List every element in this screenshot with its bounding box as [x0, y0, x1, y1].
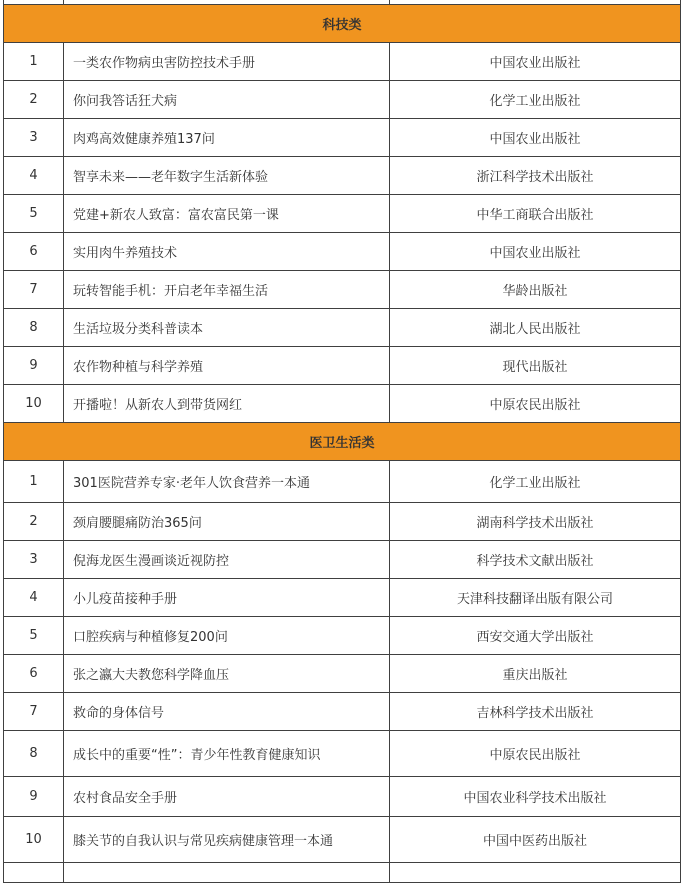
- table-row: [4, 817, 681, 863]
- table-row: [4, 655, 681, 693]
- section-header-medical: [4, 423, 681, 461]
- book-title: 张之瀛大夫教您科学降血压: [64, 655, 390, 693]
- table-row: [4, 43, 681, 81]
- row-number: 10: [4, 817, 64, 863]
- book-title: 成长中的重要“性”：青少年性教育健康知识: [64, 731, 390, 777]
- publisher: 科学技术文献出版社: [390, 541, 681, 579]
- table-row: [4, 309, 681, 347]
- table-row: [4, 617, 681, 655]
- book-title: 你问我答话狂犬病: [64, 81, 390, 119]
- publisher: 中国农业出版社: [390, 43, 681, 81]
- table-row: [4, 385, 681, 423]
- publisher: 湖北人民出版社: [390, 309, 681, 347]
- book-title: 开播啦！从新农人到带货网红: [64, 385, 390, 423]
- table-row: [4, 731, 681, 777]
- book-title: 农村食品安全手册: [64, 777, 390, 817]
- section-header-tech: [4, 5, 681, 43]
- publisher: 中原农民出版社: [390, 731, 681, 777]
- table-row: [4, 503, 681, 541]
- publisher: 浙江科学技术出版社: [390, 157, 681, 195]
- book-title: 肉鸡高效健康养殖137问: [64, 119, 390, 157]
- row-number: 9: [4, 347, 64, 385]
- row-number: 6: [4, 233, 64, 271]
- row-number: 7: [4, 693, 64, 731]
- row-number: 1: [4, 43, 64, 81]
- publisher: 中国农业出版社: [390, 233, 681, 271]
- row-number: 4: [4, 157, 64, 195]
- table-row: [4, 119, 681, 157]
- publisher: 中华工商联合出版社: [390, 195, 681, 233]
- table-row: [4, 195, 681, 233]
- book-title: 颈肩腰腿痛防治365问: [64, 503, 390, 541]
- table-bottom-partial-row: [4, 863, 681, 883]
- book-title: 玩转智能手机：开启老年幸福生活: [64, 271, 390, 309]
- publisher: 天津科技翻译出版有限公司: [390, 579, 681, 617]
- book-title: 农作物种植与科学养殖: [64, 347, 390, 385]
- row-number: 4: [4, 579, 64, 617]
- book-title: 生活垃圾分类科普读本: [64, 309, 390, 347]
- publisher: 中国中医药出版社: [390, 817, 681, 863]
- publisher: 华龄出版社: [390, 271, 681, 309]
- book-title: 小儿疫苗接种手册: [64, 579, 390, 617]
- row-number: 10: [4, 385, 64, 423]
- table-row: [4, 693, 681, 731]
- publisher: 化学工业出版社: [390, 461, 681, 503]
- row-number: 8: [4, 731, 64, 777]
- row-number: 1: [4, 461, 64, 503]
- table-row: [4, 347, 681, 385]
- row-number: 9: [4, 777, 64, 817]
- book-title: 实用肉牛养殖技术: [64, 233, 390, 271]
- publisher: 现代出版社: [390, 347, 681, 385]
- book-title: 膝关节的自我认识与常见疾病健康管理一本通: [64, 817, 390, 863]
- row-number: 2: [4, 503, 64, 541]
- book-title: 一类农作物病虫害防控技术手册: [64, 43, 390, 81]
- publisher: 西安交通大学出版社: [390, 617, 681, 655]
- publisher: 中国农业出版社: [390, 119, 681, 157]
- table-row: [4, 81, 681, 119]
- row-number: 6: [4, 655, 64, 693]
- row-number: 5: [4, 617, 64, 655]
- row-number: 3: [4, 119, 64, 157]
- table-row: [4, 777, 681, 817]
- row-number: 3: [4, 541, 64, 579]
- publisher: 中原农民出版社: [390, 385, 681, 423]
- table-row: [4, 579, 681, 617]
- section-title: 科技类: [4, 5, 681, 43]
- row-number: 7: [4, 271, 64, 309]
- publisher: 吉林科学技术出版社: [390, 693, 681, 731]
- book-title: 智享未来——老年数字生活新体验: [64, 157, 390, 195]
- book-title: 倪海龙医生漫画谈近视防控: [64, 541, 390, 579]
- table-row: [4, 233, 681, 271]
- book-title: 301医院营养专家·老年人饮食营养一本通: [64, 461, 390, 503]
- book-title: 救命的身体信号: [64, 693, 390, 731]
- book-title: 党建+新农人致富：富农富民第一课: [64, 195, 390, 233]
- table-row: [4, 461, 681, 503]
- table-row: [4, 271, 681, 309]
- publisher: 化学工业出版社: [390, 81, 681, 119]
- table-row: [4, 157, 681, 195]
- section-title: 医卫生活类: [4, 423, 681, 461]
- publisher: 中国农业科学技术出版社: [390, 777, 681, 817]
- table-row: [4, 541, 681, 579]
- publisher: 湖南科学技术出版社: [390, 503, 681, 541]
- row-number: 8: [4, 309, 64, 347]
- row-number: 2: [4, 81, 64, 119]
- row-number: 5: [4, 195, 64, 233]
- publisher: 重庆出版社: [390, 655, 681, 693]
- book-title: 口腔疾病与种植修复200问: [64, 617, 390, 655]
- book-list-table: [3, 0, 681, 883]
